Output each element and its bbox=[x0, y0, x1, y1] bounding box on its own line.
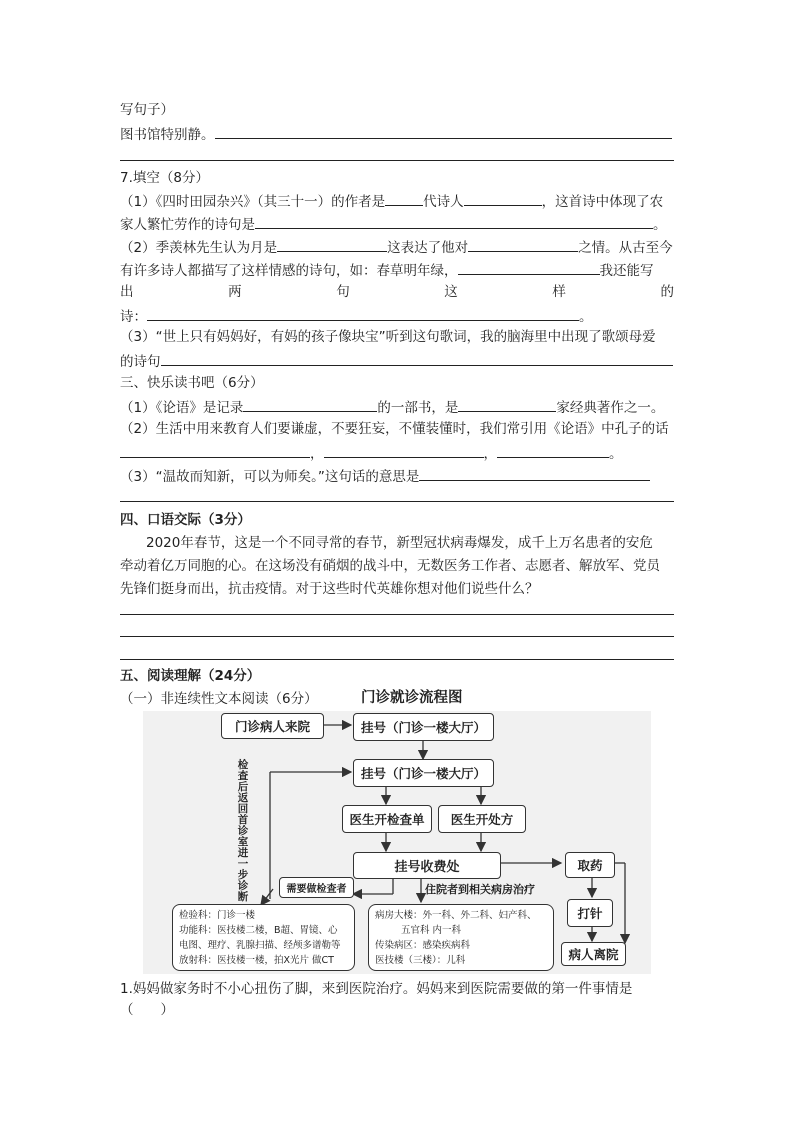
flow-need-exam: 需要做检查者 bbox=[279, 877, 354, 898]
sec5-heading: 五、阅读理解（24分） bbox=[120, 668, 261, 684]
flow-injection: 打针 bbox=[567, 899, 613, 927]
flow-cashier: 挂号收费处 bbox=[353, 852, 501, 879]
q7-heading: 7.填空（8分） bbox=[120, 170, 209, 186]
flowchart bbox=[143, 711, 651, 974]
chart-title: 门诊就诊流程图 bbox=[361, 690, 463, 706]
q7-spaced-line: 出 两 句 这 样 的 bbox=[120, 284, 674, 300]
answer-blank[interactable] bbox=[458, 397, 556, 412]
sec4-paragraph: 2020年春节，这是一个不同寻常的春节，新型冠状病毒爆发，成千上万名患者的安危 bbox=[146, 535, 653, 551]
answer-blank[interactable] bbox=[419, 466, 650, 481]
flow-leave: 病人离院 bbox=[561, 942, 626, 966]
answer-blank[interactable] bbox=[120, 443, 310, 458]
sec4-paragraph: 先锋们挺身而出，抗击疫情。对于这些时代英雄你想对他们说些什么？ bbox=[120, 581, 539, 597]
q7-item1: （1）《四时田园杂兴》（其三十一）的作者是 代诗人 ，这首诗中体现了农 bbox=[120, 191, 663, 211]
flow-inpatient-label: 住院者到相关病房治疗 bbox=[425, 883, 535, 896]
answer-blank[interactable] bbox=[255, 214, 653, 229]
sec5-sub: （一）非连续性文本阅读（6分） bbox=[120, 691, 318, 707]
dept-line: 功能科：医技楼二楼，B超、胃镜、心 bbox=[179, 925, 338, 936]
answer-line[interactable] bbox=[120, 614, 674, 615]
prompt-sentence: 图书馆特别静。 bbox=[120, 127, 215, 143]
sec3-item3: （3）“温故而知新，可以为师矣。”这句话的意思是 bbox=[120, 466, 650, 486]
answer-blank[interactable] bbox=[215, 124, 672, 139]
q7-item3: （3）“世上只有妈妈好，有妈的孩子像块宝”听到这句歌词，我的脑海里中出现了歌颂母爱 bbox=[120, 329, 656, 345]
answer-line[interactable] bbox=[120, 659, 674, 660]
flow-side-note: 检查后返回首诊室进一步诊断 bbox=[237, 759, 249, 903]
sec4-heading: 四、口语交际（3分） bbox=[120, 512, 251, 528]
answer-line[interactable] bbox=[120, 636, 674, 637]
answer-blank[interactable] bbox=[468, 237, 578, 252]
answer-blank[interactable] bbox=[243, 397, 377, 412]
text-line bbox=[120, 124, 672, 144]
answer-blank[interactable] bbox=[464, 191, 542, 206]
sec4-paragraph: 牵动着亿万同胞的心。在这场没有硝烟的战斗中，无数医务工作者、志愿者、解放军、党员 bbox=[120, 558, 660, 574]
dept-line: 传染病区：感染疾病科 bbox=[375, 940, 471, 951]
dept-line: 检验科：门诊一楼 bbox=[179, 910, 256, 921]
sec3-item2: （2）生活中用来教育人们要谦虚，不要狂妄，不懂装懂时，我们常引用《论语》中孔子的话 bbox=[120, 421, 669, 437]
flow-depts-outpatient bbox=[172, 904, 355, 971]
text-line: 写句子） bbox=[120, 102, 174, 118]
answer-line[interactable] bbox=[120, 160, 674, 161]
flow-arrive: 门诊病人来院 bbox=[221, 713, 324, 739]
answer-blank[interactable] bbox=[324, 443, 484, 458]
sec3-item1: （1）《论语》是记录 的一部书，是 家经典著作之一。 bbox=[120, 397, 664, 417]
reading-q1: 1.妈妈做家务时不小心扭伤了脚，来到医院治疗。妈妈来到医院需要做的第一件事情是 bbox=[120, 981, 633, 997]
flow-medicine: 取药 bbox=[565, 852, 615, 878]
q7-item3-cont: 的诗句 bbox=[120, 351, 673, 371]
answer-blank[interactable] bbox=[497, 443, 609, 458]
sec3-item2-blanks: ， ， 。 bbox=[120, 443, 623, 463]
q7-item2-cont: 有许多诗人都描写了这样情感的诗句，如：春草明年绿， 我还能写 bbox=[120, 260, 654, 280]
flow-exam-order: 医生开检查单 bbox=[342, 805, 432, 833]
flow-depts-inpatient bbox=[368, 904, 554, 971]
q7-item1-cont: 家人繁忙劳作的诗句是 。 bbox=[120, 214, 667, 234]
sec3-heading: 三、快乐读书吧（6分） bbox=[120, 375, 264, 391]
answer-line[interactable] bbox=[120, 501, 674, 502]
flow-prescription: 医生开处方 bbox=[438, 805, 526, 833]
flow-register: 挂号（门诊一楼大厅） bbox=[353, 713, 494, 741]
dept-line: 病房大楼：外一科、外二科、妇产科、 bbox=[375, 910, 537, 921]
dept-line: 五官科 内一科 bbox=[401, 925, 462, 936]
answer-blank[interactable] bbox=[147, 306, 579, 321]
answer-paren[interactable]: （ ） bbox=[120, 1002, 174, 1018]
q7-item2-end: 诗： 。 bbox=[120, 306, 593, 326]
q7-item2: （2）季羡林先生认为月是 这表达了他对 之情。从古至今 bbox=[120, 237, 673, 257]
answer-blank[interactable] bbox=[161, 351, 673, 366]
answer-blank[interactable] bbox=[458, 260, 600, 275]
dept-line: 电图、理疗、乳腺扫描、经颅多谱勒等 bbox=[179, 940, 341, 951]
dept-line: 医技楼（三楼）：儿科 bbox=[375, 955, 466, 966]
flow-register: 挂号（门诊一楼大厅） bbox=[353, 759, 494, 787]
dept-line: 放射科：医技楼一楼，拍X光片 做CT bbox=[179, 955, 334, 966]
answer-blank[interactable] bbox=[277, 237, 387, 252]
answer-blank[interactable] bbox=[385, 191, 423, 206]
